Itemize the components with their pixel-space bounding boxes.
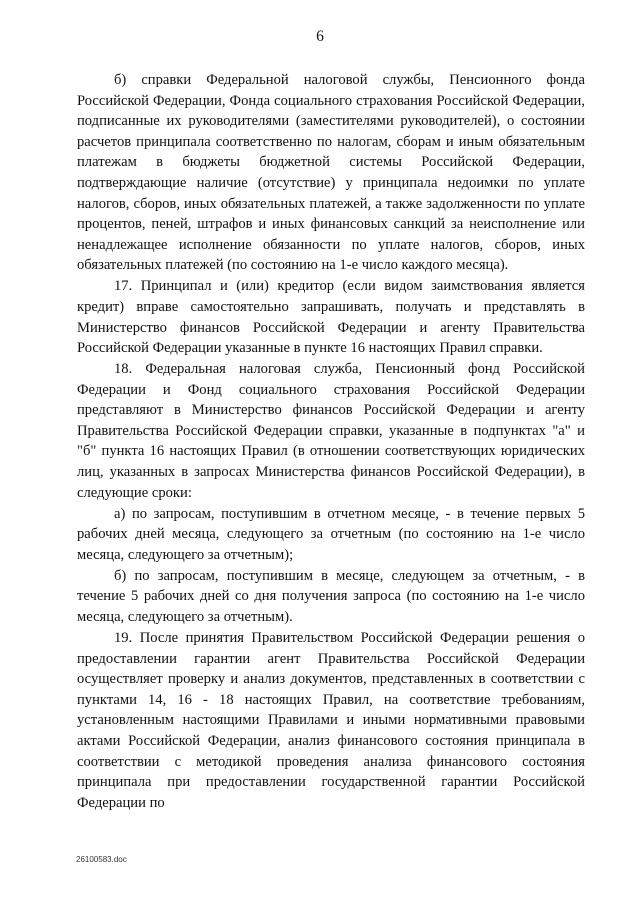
paragraph-18a: а) по запросам, поступившим в отчетном месяце, - в течение первых 5 рабочих дней месяца, следующего за отчетным (по состоянию на 1-е число месяца, следующего за отчетным); (77, 505, 585, 563)
paragraph-16b: б) справки Федеральной налоговой службы, Пенсионного фонда Российской Федерации, Фонда социального страхования Российской Федерации, подписанные их руководителями (заместителями руководителей), о состоянии расчетов принципала соответственно по налогам, сборам и иным обязательным платежам в бюджеты бюджетной системы Российской Федерации, подтверждающие наличие (отсутствие) у принципала недоимки по уплате налогов, сборов, иных обязательных платежей, а также задолженности по уплате процентов, пеней, штрафов и иных финансовых санкций за неисполнение или ненадлежащее исполнение обязанности по уплате налогов, сборов, иных обязательных платежей (по состоянию на 1-е число каждого месяца). (77, 72, 585, 274)
paragraph-18b: б) по запросам, поступившим в месяце, следующем за отчетным, - в течение 5 рабочих дней со дня получения запроса (по состоянию на 1-е число месяца, следующего за отчетным). (77, 567, 585, 625)
body-text (77, 70, 585, 813)
paragraph-17: 17. Принципал и (или) кредитор (если видом заимствования является кредит) вправе самостоятельно запрашивать, получать и представлять в Министерство финансов Российской Федерации и агенту Правительства Российской Федерации указанные в пункте 16 настоящих Правил справки. (77, 278, 585, 357)
page-number: 6 (316, 28, 324, 45)
paragraph-19: 19. После принятия Правительством Российской Федерации решения о предоставлении гарантии агент Правительства Российской Федерации осуществляет проверку и анализ документов, представленных в соответствии с пунктами 14, 16 - 18 настоящих Правил, на соответствие требованиям, установленным настоящими Правилами и иными нормативными правовыми актами Российской Федерации, анализ финансового состояния принципала в соответствии с методикой проведения анализа финансового состояния принципала при предоставлении государственной гарантии Российской Федерации по (77, 629, 585, 811)
footer-filename: 26100583.doc (76, 855, 127, 864)
paragraph-18: 18. Федеральная налоговая служба, Пенсионный фонд Российской Федерации и Фонд социального страхования Российской Федерации представляют в Министерство финансов Российской Федерации и агенту Правительства Российской Федерации справки, указанные в подпунктах "а" и "б" пункта 16 настоящих Правил (в отношении соответствующих юридических лиц, указанных в запросах Министерства финансов Российской Федерации), в следующие сроки: (77, 361, 585, 501)
